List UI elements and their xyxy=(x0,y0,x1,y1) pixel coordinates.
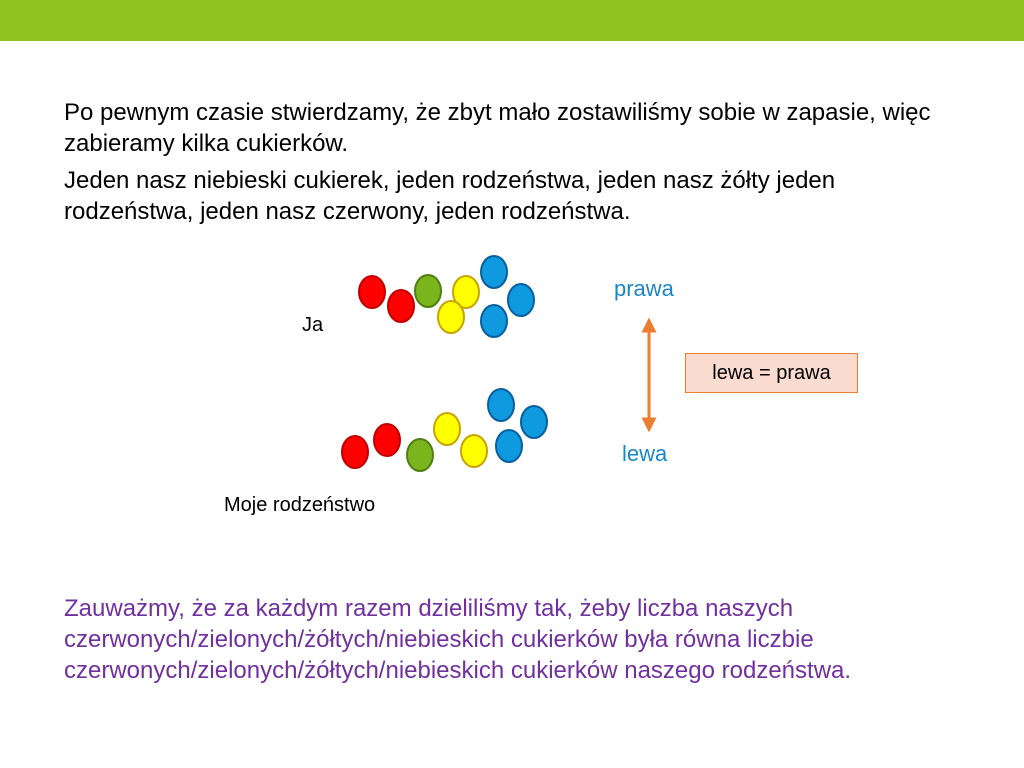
candy-blue xyxy=(521,406,547,438)
candy-blue xyxy=(496,430,522,462)
candy-red xyxy=(388,290,414,322)
candy-group-me xyxy=(359,256,534,337)
candy-red xyxy=(374,424,400,456)
paragraph-conclusion: Zauważmy, że za każdym razem dzieliliśmy tak, żeby liczba naszych czerwonych/zielonych/żółtych/niebieskich cukierków była równa liczbie czerwonych/zielonych/żółtych/niebieskich cukierków naszego rodzeństwa. xyxy=(64,595,852,684)
candy-red xyxy=(359,276,385,308)
candy-red xyxy=(342,436,368,468)
candy-group-sibling xyxy=(342,389,547,471)
candy-green xyxy=(415,275,441,307)
candy-blue xyxy=(508,284,534,316)
label-me: Ja xyxy=(302,314,324,336)
paragraph-split-description: Jeden nasz niebieski cukierek, jeden rodzeństwa, jeden nasz żółty jeden rodzeństwa, jeden nasz czerwony, jeden rodzeństwa. xyxy=(64,167,836,225)
label-left-side: lewa xyxy=(622,441,668,466)
label-right-side: prawa xyxy=(614,276,674,301)
candy-green xyxy=(407,439,433,471)
label-sibling: Moje rodzeństwo xyxy=(224,494,376,516)
candy-yellow xyxy=(434,413,460,445)
candy-blue xyxy=(481,256,507,288)
candy-blue xyxy=(488,389,514,421)
paragraph-intro: Po pewnym czasie stwierdzamy, że zbyt mało zostawiliśmy sobie w zapasie, więc zabieramy kilka cukierków. xyxy=(64,99,931,157)
candy-blue xyxy=(481,305,507,337)
candy-yellow xyxy=(461,435,487,467)
equation-box: lewa = prawa xyxy=(685,353,858,393)
candy-yellow xyxy=(438,301,464,333)
